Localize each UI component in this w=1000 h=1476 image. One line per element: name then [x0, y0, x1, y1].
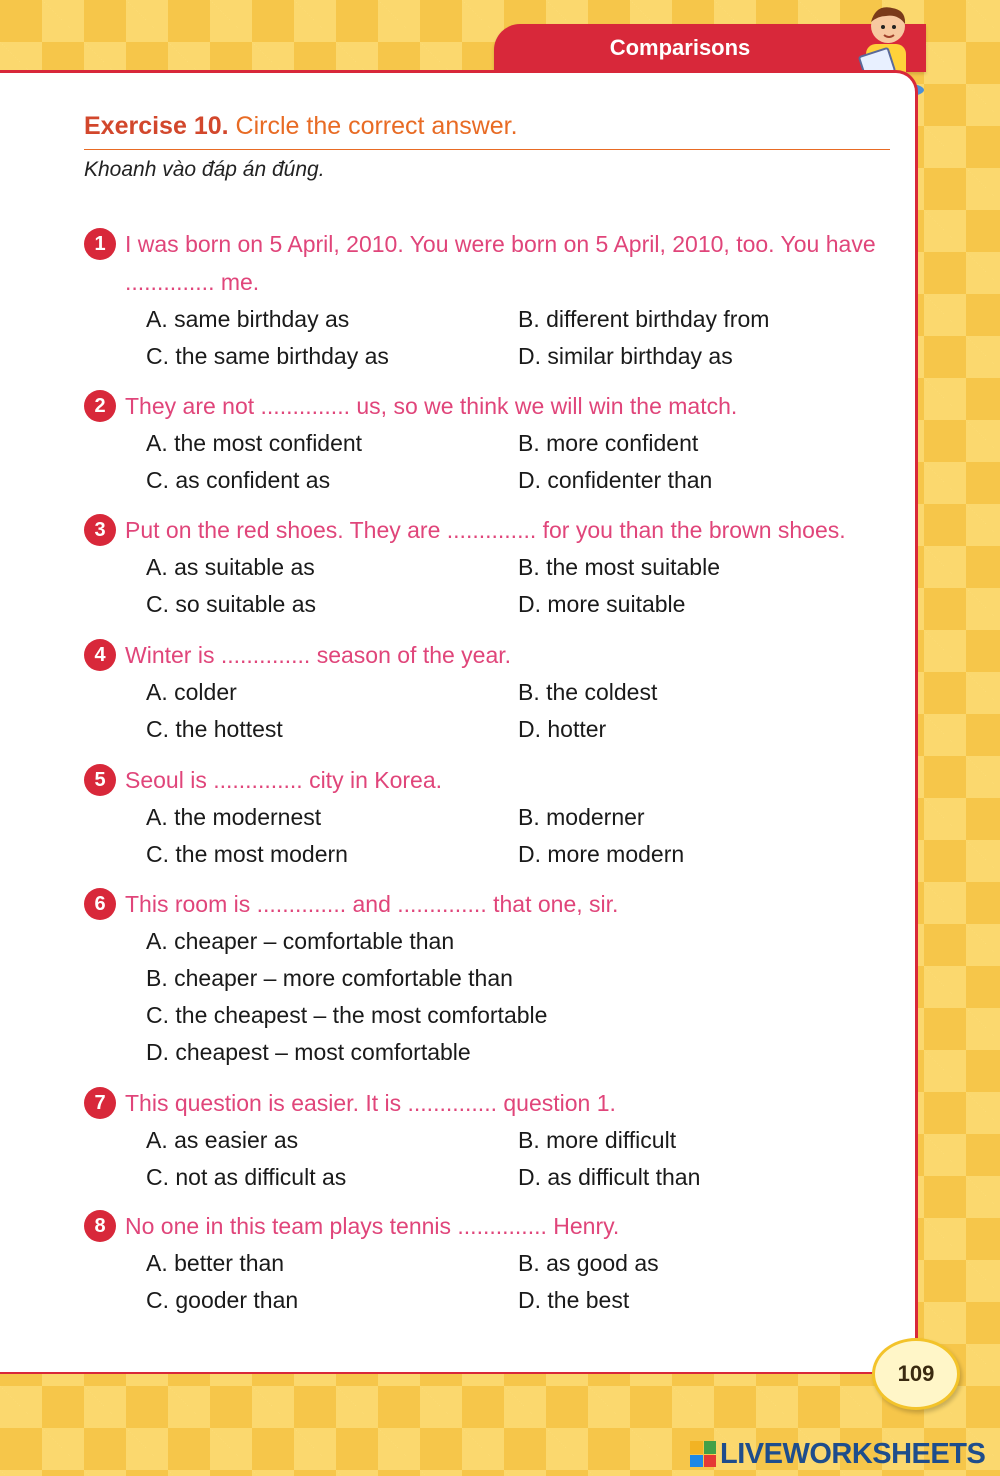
question-5 — [84, 761, 900, 873]
liveworksheets-watermark — [690, 1434, 985, 1474]
option-a[interactable]: A. the most confident — [146, 430, 363, 456]
option-a[interactable]: A. better than — [146, 1250, 285, 1276]
question-text: I was born on 5 April, 2010. You were born on 5 April, 2010, too. You have .............. me. — [125, 231, 876, 295]
exercise-label: Exercise 10. — [84, 112, 229, 140]
option-c[interactable]: C. the most modern — [146, 841, 348, 867]
liveworksheets-logo-icon — [690, 1441, 716, 1467]
answer-options — [146, 549, 900, 623]
option-b[interactable]: B. the most suitable — [518, 554, 720, 580]
option-d[interactable]: D. similar birthday as — [518, 343, 733, 369]
question-text: They are not .............. us, so we think we will win the match. — [125, 393, 738, 419]
answer-options — [146, 1122, 900, 1196]
question-6 — [84, 885, 900, 1071]
option-b[interactable]: B. different birthday from — [518, 306, 770, 332]
question-7 — [84, 1084, 900, 1196]
question-number-badge: 2 — [84, 390, 116, 422]
option-d[interactable]: D. cheapest – most comfortable — [146, 1039, 471, 1065]
question-number-badge: 3 — [84, 514, 116, 546]
answer-options — [146, 301, 900, 375]
question-number-badge: 5 — [84, 764, 116, 796]
question-4 — [84, 636, 900, 748]
question-2 — [84, 387, 900, 499]
option-d[interactable]: D. confidenter than — [518, 467, 713, 493]
option-c[interactable]: C. so suitable as — [146, 591, 317, 617]
option-c[interactable]: C. not as difficult as — [146, 1164, 347, 1190]
page-number-badge — [872, 1338, 960, 1410]
option-a[interactable]: A. colder — [146, 679, 237, 705]
option-b[interactable]: B. cheaper – more comfortable than — [146, 965, 513, 991]
option-b[interactable]: B. moderner — [518, 804, 645, 830]
option-c[interactable]: C. as confident as — [146, 467, 331, 493]
question-text: Seoul is .............. city in Korea. — [125, 767, 443, 793]
exercise-title — [84, 112, 890, 150]
watermark-text: LIVEWORKSHEETS — [720, 1437, 986, 1470]
exercise-subtitle: Khoanh vào đáp án đúng. — [84, 158, 325, 181]
option-d[interactable]: D. hotter — [518, 716, 607, 742]
question-number-badge: 4 — [84, 639, 116, 671]
option-a[interactable]: A. as suitable as — [146, 554, 315, 580]
option-c[interactable]: C. gooder than — [146, 1287, 299, 1313]
option-c[interactable]: C. the cheapest – the most comfortable — [146, 1002, 548, 1028]
question-text: Winter is .............. season of the year. — [125, 642, 512, 668]
answer-options — [146, 923, 900, 1071]
question-number-badge: 1 — [84, 228, 116, 260]
chapter-title: Comparisons — [609, 35, 751, 60]
question-text: No one in this team plays tennis .............. Henry. — [125, 1213, 620, 1239]
answer-options — [146, 1245, 900, 1319]
option-d[interactable]: D. more modern — [518, 841, 685, 867]
question-8 — [84, 1207, 900, 1319]
answer-options — [146, 674, 900, 748]
page-number: 109 — [897, 1361, 935, 1386]
question-3 — [84, 511, 900, 623]
question-1 — [84, 225, 900, 375]
answer-options — [146, 425, 900, 499]
option-c[interactable]: C. the same birthday as — [146, 343, 389, 369]
option-b[interactable]: B. more difficult — [518, 1127, 677, 1153]
option-b[interactable]: B. the coldest — [518, 679, 658, 705]
option-b[interactable]: B. as good as — [518, 1250, 659, 1276]
question-text: Put on the red shoes. They are .............. for you than the brown shoes. — [125, 517, 846, 543]
option-d[interactable]: D. as difficult than — [518, 1164, 701, 1190]
option-d[interactable]: D. the best — [518, 1287, 630, 1313]
option-a[interactable]: A. the modernest — [146, 804, 322, 830]
exercise-instruction: Circle the correct answer. — [235, 112, 518, 140]
option-a[interactable]: A. as easier as — [146, 1127, 299, 1153]
question-number-badge: 6 — [84, 888, 116, 920]
answer-options — [146, 799, 900, 873]
question-number-badge: 7 — [84, 1087, 116, 1119]
question-text: This question is easier. It is .............. question 1. — [125, 1090, 616, 1116]
option-a[interactable]: A. same birthday as — [146, 306, 350, 332]
option-a[interactable]: A. cheaper – comfortable than — [146, 928, 455, 954]
question-number-badge: 8 — [84, 1210, 116, 1242]
option-c[interactable]: C. the hottest — [146, 716, 283, 742]
option-d[interactable]: D. more suitable — [518, 591, 686, 617]
option-b[interactable]: B. more confident — [518, 430, 699, 456]
question-text: This room is .............. and .............. that one, sir. — [125, 891, 619, 917]
